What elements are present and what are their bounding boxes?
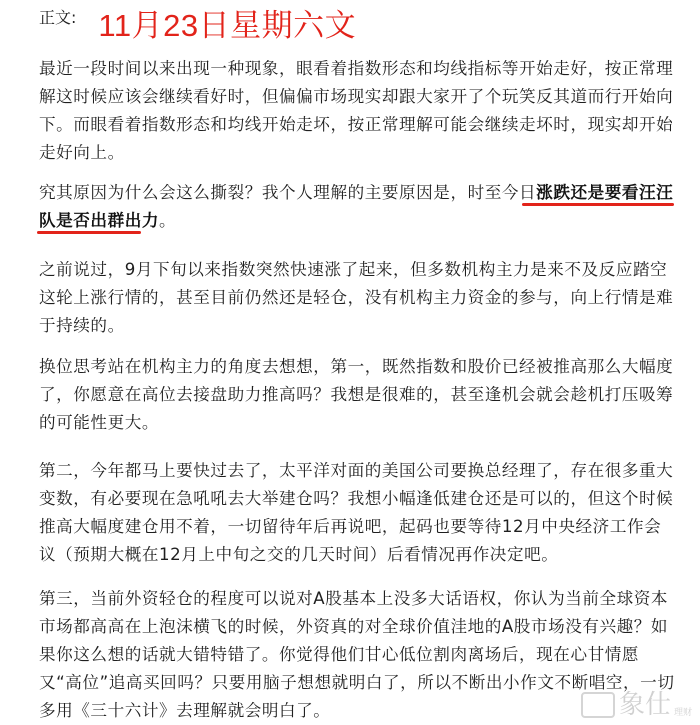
highlight-underline-2: [37, 231, 141, 234]
watermark-text: 象仕: [618, 690, 671, 720]
article-header: [39, 2, 356, 50]
paragraph-6: 第三，当前外资轻仓的程度可以说对A股基本上没多大话语权，你认为当前全球资本市场都高高在上泡沫横飞的时候，外资真的对全球价值洼地的A股市场没有兴趣？如果你这么想的话就大错特错了。你觉得他们甘心低位割肉离场后，现在心甘情愿又“高位”追高买回吗？只要用脑子想想就明白了，所以不断出小作文不断唱空，一切多用《三十六计》去理解就会明白了。: [39, 589, 675, 720]
paragraph-3: 之前说过，9月下旬以来指数突然快速涨了起来，但多数机构主力是来不及反应踏空这轮上涨行情的，甚至目前仍然还是轻仓，没有机构主力资金的参与，向上行情是难于持续的。: [39, 260, 674, 335]
paragraph-1: 最近一段时间以来出现一种现象，眼看着指数形态和均线指标等开始走好，按正常理解这时候应该会继续看好时，但偏偏市场现实却跟大家开了个玩笑反其道而行开始向下。而眼看着指数形态和均线开始走坏，按正常理解可能会继续走坏时，现实却开始走好向上。: [39, 59, 674, 162]
paragraph-2: [39, 179, 675, 235]
watermark-logo-icon: [581, 692, 615, 718]
body-label: 正文:: [39, 7, 77, 27]
paragraph-2-end: 。: [159, 211, 177, 230]
date-title: 11月23日星期六文: [98, 8, 357, 43]
watermark: [581, 692, 692, 718]
paragraph-2-text: 究其原因为什么会这么撕裂？我个人理解的主要原因是，时至今日: [39, 183, 537, 202]
highlighted-phrase: 涨跌还是要看汪汪队是否出群出力: [39, 183, 674, 230]
watermark-sub: 理财: [673, 708, 692, 718]
paragraph-4: 换位思考站在机构主力的角度去想想，第一，既然指数和股价已经被推高那么大幅度了，你愿意在高位去接盘助力推高吗？我想是很难的，甚至逢机会就会趁机打压吸筹的可能性更大。: [39, 357, 674, 432]
highlight-underline-1: [522, 203, 674, 206]
paragraph-5: 第二，今年都马上要快过去了，太平洋对面的美国公司要换总经理了，存在很多重大变数，有必要现在急吼吼去大举建仓吗？我想小幅逢低建仓还是可以的，但这个时候推高大幅度建仓用不着，一切留待年后再说吧，起码也要等待12月中央经济工作会议（预期大概在12月上中旬之交的几天时间）后看情况再作决定吧。: [39, 461, 674, 564]
